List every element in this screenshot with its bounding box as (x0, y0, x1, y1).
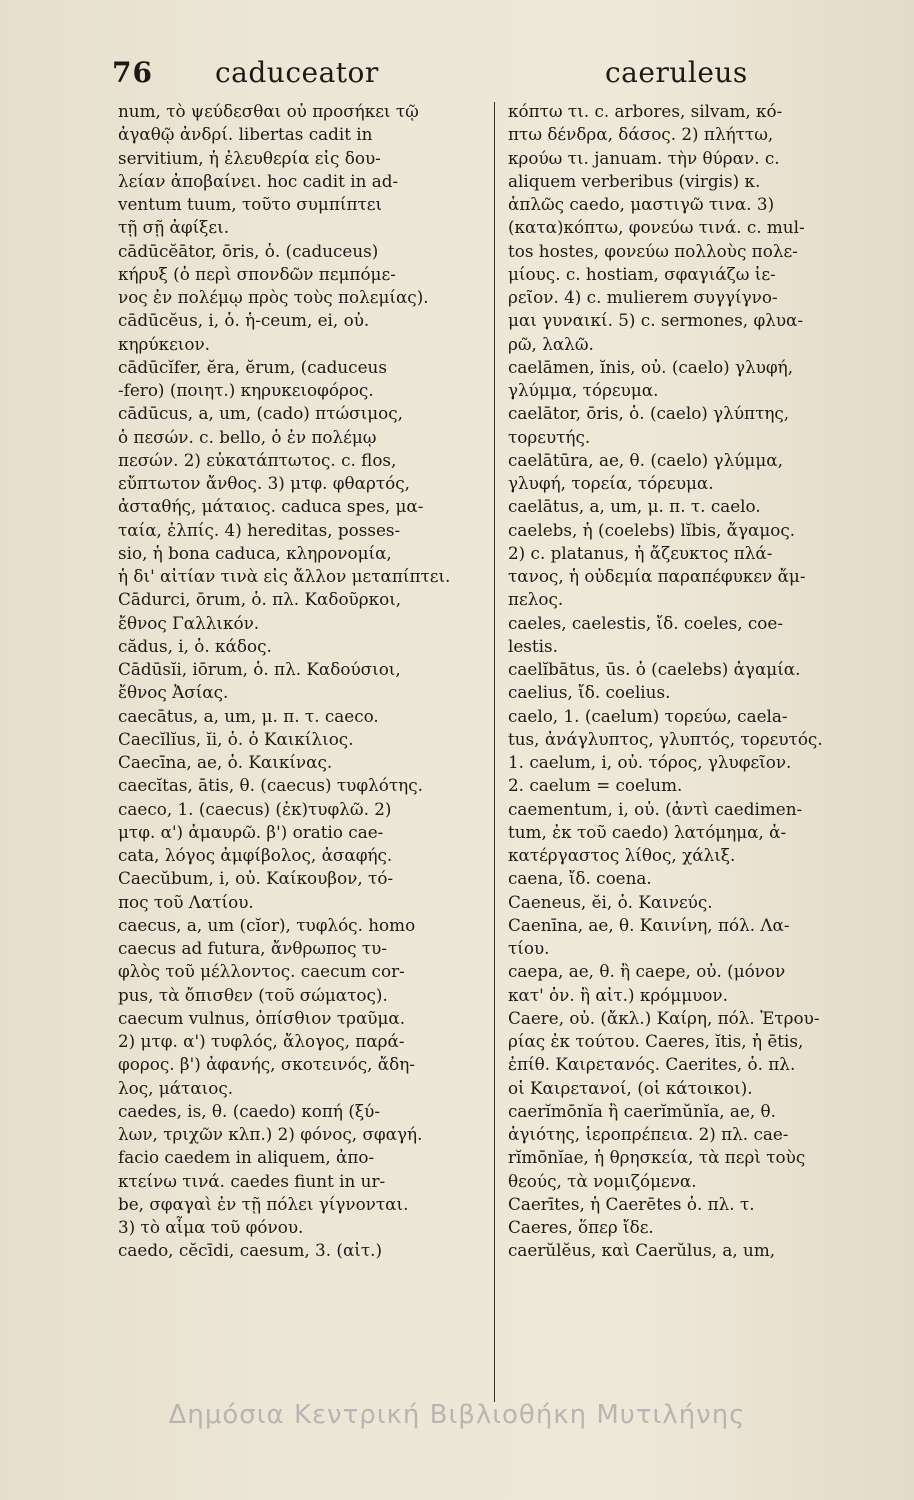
entry-line: Caenīna, ae, θ. Καινίνη, πόλ. Λα- (508, 914, 790, 935)
entry-line: κήρυξ (ὁ περὶ σπονδῶν πεμπόμε- (118, 263, 396, 284)
entry-line: Caeneus, ĕi, ὁ. Καινεύς. (508, 891, 713, 912)
entry-line: caena, ἴδ. coena. (508, 868, 652, 889)
entry-line: cādūcĕus, i, ὁ. ἡ-ceum, ei, οὐ. (118, 310, 370, 331)
entry-line: κτείνω τινά. caedes fiunt in ur- (118, 1170, 386, 1191)
entry-line: τῇ σῇ ἀφίξει. (118, 217, 230, 238)
entry-line: Caeres, ὅπερ ἴδε. (508, 1217, 654, 1237)
entry-line: λων, τριχῶν κλπ.) 2) φόνος, σφαγή. (118, 1124, 423, 1144)
entry-line: ἀσταθής, μάταιος. caduca spes, μα- (118, 496, 424, 517)
entry-line: φορος. β') ἀφανής, σκοτεινός, ἄδη- (118, 1054, 415, 1075)
entry-line: ventum tuum, τοῦτο συμπίπτει (118, 194, 383, 214)
entry-line: λείαν ἀποβαίνει. hoc cadit in ad- (118, 170, 399, 191)
entry-line: μίους. c. hostiam, σφαγιάζω ἱε- (508, 263, 776, 284)
entry-line: cata, λόγος ἀμφίβολος, ἀσαφής. (118, 845, 393, 865)
entry-line: caelātor, ōris, ὁ. (caelo) γλύπτης, (508, 403, 790, 424)
entry-line: 3) τὸ αἷμα τοῦ φόνου. (118, 1217, 304, 1237)
entry-line: be, σφαγαὶ ἐν τῇ πόλει γίγνονται. (118, 1193, 409, 1214)
entry-line: tum, ἐκ τοῦ caedo) λατόμημα, ἀ- (508, 821, 787, 842)
entry-line: facio caedem in aliquem, ἀπο- (118, 1147, 375, 1168)
entry-line: γλυφή, τορεία, τόρευμα. (508, 473, 714, 493)
column-divider (494, 102, 495, 1402)
entry-line: κατέργαστος λίθος, χάλιξ. (508, 845, 736, 865)
entry-line: pus, τὰ ὄπισθεν (τοῦ σώματος). (118, 984, 388, 1005)
entry-line: (κατα)κόπτω, φονεύω τινά. c. mul- (508, 217, 805, 238)
entry-line: caerŭlĕus, καὶ Caerŭlus, a, um, (508, 1240, 776, 1261)
entry-line: caepa, ae, θ. ἢ caepe, οὐ. (μόνον (508, 961, 786, 982)
entry-line: caecus ad futura, ἄνθρωπος τυ- (118, 938, 388, 958)
entry-line: caecātus, a, um, μ. π. τ. caeco. (118, 705, 379, 726)
entry-line: tus, ἀνάγλυπτος, γλυπτός, τορευτός. (508, 728, 823, 749)
entry-line: cādūcus, a, um, (cado) πτώσιμος, (118, 403, 403, 424)
guide-word-left: caduceator (215, 56, 379, 89)
entry-line: ἡ δι' αἰτίαν τινὰ εἰς ἄλλον μεταπίπτει. (118, 566, 451, 586)
entry-line: aliquem verberibus (virgis) κ. (508, 170, 761, 191)
entry-line: caeles, caelestis, ἴδ. coeles, coe- (508, 612, 784, 633)
entry-line: πτω δένδρα, δάσος. 2) πλήττω, (508, 124, 774, 145)
entry-line: θεούς, τὰ νομιζόμενα. (508, 1170, 697, 1191)
entry-line: λος, μάταιος. (118, 1077, 234, 1098)
left-column (118, 100, 490, 1263)
entry-line: caelātūra, ae, θ. (caelo) γλύμμα, (508, 449, 783, 470)
page-number: 76 (112, 56, 153, 89)
entry-line: πελος. (508, 589, 564, 610)
entry-line: caelius, ἴδ. coelius. (508, 682, 671, 703)
entry-line: ρίας ἐκ τούτου. Caeres, ĭtis, ἡ ētis, (508, 1031, 804, 1051)
entry-line: caelo, 1. (caelum) τορεύω, caela- (508, 705, 788, 726)
page-header (0, 52, 914, 96)
entry-line: τορευτής. (508, 426, 591, 447)
entry-line: ἁπλῶς caedo, μαστιγῶ τινα. 3) (508, 194, 775, 214)
entry-line: γλύμμα, τόρευμα. (508, 380, 659, 400)
entry-line: κρούω τι. januam. τὴν θύραν. c. (508, 147, 780, 168)
entry-line: rĭmōnĭae, ἡ θρησκεία, τὰ περὶ τοὺς (508, 1147, 806, 1168)
entry-line: servitium, ἡ ἐλευθερία εἰς δου- (118, 147, 381, 168)
entry-line: Caerītes, ἡ Caerētes ὁ. πλ. τ. (508, 1193, 755, 1214)
entry-line: ἐπίθ. Καιρετανός. Caerites, ὁ. πλ. (508, 1054, 796, 1075)
entry-line: 2) c. platanus, ἡ ἄζευκτος πλά- (508, 542, 773, 563)
entry-line: 2. caelum = coelum. (508, 775, 683, 796)
entry-line: ρεῖον. 4) c. mulierem συγγίγνο- (508, 287, 778, 307)
entry-line: caecus, a, um (cĭor), τυφλός. homo (118, 914, 416, 935)
entry-line: ἀγαθῷ ἀνδρί. libertas cadit in (118, 124, 373, 145)
entry-line: num, τὸ ψεύδεσθαι οὐ προσήκει τῷ (118, 101, 419, 121)
entry-line: caecum vulnus, ὀπίσθιον τραῦμα. (118, 1007, 406, 1028)
entry-line: φλὸς τοῦ μέλλοντος. caecum cor- (118, 961, 405, 982)
entry-line: οἱ Καιρετανοί, (οἱ κάτοικοι). (508, 1077, 753, 1098)
entry-line: τανος, ἡ οὐδεμία παραπέφυκεν ἄμ- (508, 566, 806, 586)
entry-line: ἔθνος Ἀσίας. (118, 682, 229, 703)
entry-line: μαι γυναικί. 5) c. sermones, φλυα- (508, 310, 804, 331)
entry-line: caelātus, a, um, μ. π. τ. caelo. (508, 496, 761, 517)
entry-line: caecĭtas, ātis, θ. (caecus) τυφλότης. (118, 775, 423, 796)
entry-line: sio, ἡ bona caduca, κληρονομία, (118, 542, 392, 563)
entry-line: caedo, cĕcīdi, caesum, 3. (αἰτ.) (118, 1240, 383, 1261)
entry-line: -fero) (ποιητ.) κηρυκειοφόρος. (118, 380, 374, 400)
entry-line: ταία, ἐλπίς. 4) hereditas, posses- (118, 519, 401, 540)
entry-line: caelebs, ἡ (coelebs) lĭbis, ἄγαμος. (508, 519, 796, 540)
entry-line: Caere, οὐ. (ἄκλ.) Καίρη, πόλ. Ἐτρου- (508, 1007, 820, 1028)
entry-line: cādūcĕātor, ōris, ὁ. (caduceus) (118, 240, 379, 261)
entry-line: Cādurci, ōrum, ὁ. πλ. Καδοῦρκοι, (118, 589, 402, 610)
entry-line: caeco, 1. (caecus) (ἐκ)τυφλῶ. 2) (118, 798, 392, 819)
guide-word-right: caeruleus (605, 56, 748, 89)
entry-line: τίου. (508, 938, 550, 958)
entry-line: tos hostes, φονεύω πολλοὺς πολε- (508, 240, 798, 261)
entry-line: Caecŭbum, i, οὐ. Καίκουβον, τό- (118, 868, 394, 889)
entry-line: εὔπτωτον ἄνθος. 3) μτφ. φθαρτός, (118, 473, 410, 493)
library-watermark: Δημόσια Κεντρική Βιβλιοθήκη Μυτιλήνης (168, 1400, 746, 1430)
entry-line: Cādūsĭi, iōrum, ὁ. πλ. Καδούσιοι, (118, 659, 401, 679)
entry-line: caerĭmōnĭa ἢ caerĭmŭnĭa, ae, θ. (508, 1100, 776, 1121)
entry-line: caedes, is, θ. (caedo) κοπή (ξύ- (118, 1100, 380, 1121)
entry-line: ρῶ, λαλῶ. (508, 333, 594, 354)
entry-line: μτφ. α') ἀμαυρῶ. β') oratio cae- (118, 821, 384, 842)
entry-line: caementum, i, οὐ. (ἀντὶ caedimen- (508, 798, 803, 819)
entry-line: lestis. (508, 635, 558, 656)
entry-line: Caecīna, ae, ὁ. Καικίνας. (118, 752, 333, 772)
entry-line: cădus, i, ὁ. κάδος. (118, 635, 272, 656)
entry-line: caelāmen, ĭnis, οὐ. (caelo) γλυφή, (508, 356, 794, 377)
entry-line: ἁγιότης, ἱεροπρέπεια. 2) πλ. cae- (508, 1124, 789, 1144)
entry-line: κόπτω τι. c. arbores, silvam, κό- (508, 101, 783, 121)
entry-line: πος τοῦ Λατίου. (118, 891, 254, 912)
right-column (508, 100, 908, 1263)
entry-line: πεσών. 2) εὐκατάπτωτος. c. flos, (118, 449, 397, 470)
entry-line: Caecĭlĭus, ĭi, ὁ. ὁ Καικίλιος. (118, 728, 354, 749)
entry-line: 1. caelum, i, οὐ. τόρος, γλυφεῖον. (508, 752, 792, 772)
entry-line: κατ' ὀν. ἢ αἰτ.) κρόμμυον. (508, 984, 728, 1005)
entry-line: ἔθνος Γαλλικόν. (118, 612, 260, 633)
entry-line: νος ἐν πολέμῳ πρὸς τοὺς πολεμίας). (118, 287, 429, 307)
entry-line: 2) μτφ. α') τυφλός, ἄλογος, παρά- (118, 1031, 405, 1051)
entry-line: cādūcĭfer, ĕra, ĕrum, (caduceus (118, 356, 387, 377)
entry-line: κηρύκειον. (118, 333, 211, 354)
entry-line: caelĭbātus, ūs. ὁ (caelebs) ἀγαμία. (508, 659, 801, 679)
entry-line: ὁ πεσών. c. bello, ὁ ἐν πολέμῳ (118, 426, 377, 447)
